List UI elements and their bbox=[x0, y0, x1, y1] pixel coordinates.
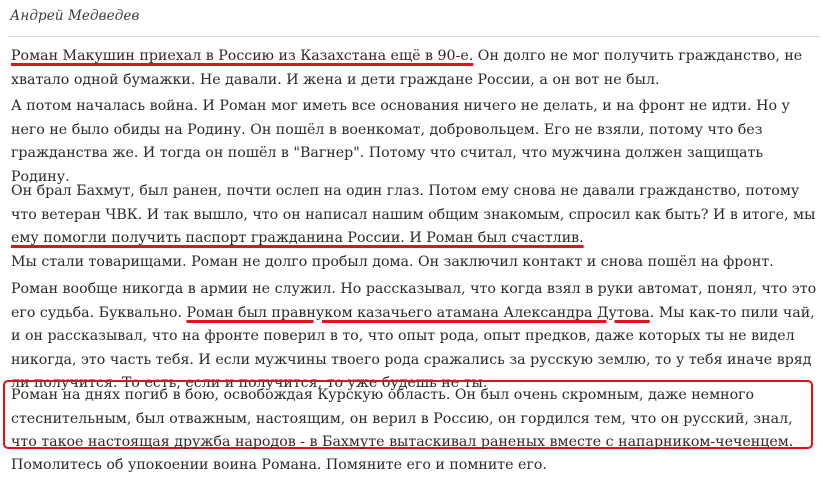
paragraph-line: Родину. bbox=[11, 168, 70, 185]
paragraph-line: Роман на днях погиб в бою, освобождая Курскую область. Он был очень скромным, даже немного bbox=[11, 387, 755, 403]
paragraph-line: ли получится. То есть, если и получится, то уже будешь не ты. bbox=[11, 375, 488, 391]
paragraph-1 bbox=[11, 45, 811, 92]
paragraph-line: и он рассказывал, что на фронте поверил в то, что опыт рода, опыт предков, даже которых ты не видел bbox=[11, 328, 795, 344]
paragraph-5 bbox=[11, 278, 817, 396]
paragraph-3 bbox=[11, 180, 816, 251]
paragraph-line: Роман вообще никогда в армии не служил. Но рассказывал, что когда взял в руки автомат, понял, что это bbox=[11, 281, 817, 297]
paragraph-4 bbox=[11, 251, 811, 275]
paragraph-line: что ветеран ЧВК. И так вышло, что он написал нашим общим знакомым, спросил как быть? И в итоге, мы bbox=[11, 206, 816, 223]
paragraph-line: него не было обиды на Родину. Он пошёл в военкомат, добровольцем. Его не взяли, потому что без bbox=[11, 121, 763, 138]
author-byline: Андрей Медведев bbox=[10, 8, 140, 24]
paragraph-line: А потом началась война. И Роман мог иметь все основания ничего не делать, и на фронт не идти. Но у bbox=[11, 98, 790, 114]
divider bbox=[8, 36, 820, 37]
paragraph-line: гражданства же. И тогда он пошёл в "Вагнер". Потому что считал, что мужчина должен защищать bbox=[11, 145, 764, 161]
text-fragment: . Мы как-то пили чай, bbox=[649, 304, 815, 321]
underlined-highlight: Роман Макушин приехал в Россию из Казахстана ещё в 90-е. bbox=[11, 48, 474, 64]
paragraph-6 bbox=[11, 384, 811, 455]
paragraph-line: что такое настоящая дружба народов - в Бахмуте вытаскивал раненых вместе с напарником-чеченцем. bbox=[11, 434, 794, 450]
paragraph-line bbox=[11, 302, 815, 326]
paragraph-line: Мы стали товарищами. Роман не долго пробыл дома. Он заключил контакт и снова пошёл на фронт. bbox=[11, 254, 774, 270]
underlined-highlight: Роман был правнуком казачьего атамана Александра Дутова bbox=[186, 304, 650, 321]
paragraph-line bbox=[11, 45, 811, 69]
paragraph-2 bbox=[11, 95, 811, 189]
paragraph-line: Он брал Бахмут, был ранен, почти ослеп на один глаз. Потом ему снова не давали гражданство, потому bbox=[11, 183, 800, 199]
text-fragment: Он долго не мог получить гражданство, не bbox=[473, 48, 803, 64]
paragraph-line bbox=[11, 227, 811, 251]
paragraph-line: Помолитесь об упокоении воина Романа. Помяните его и помните его. bbox=[11, 457, 547, 473]
paragraph-7 bbox=[11, 454, 811, 478]
paragraph-line: стеснительным, был отважным, настоящим, он верил в Россию, он гордился тем, что он русский, знал, bbox=[11, 410, 793, 427]
underlined-highlight: ему помогли получить паспорт гражданина России. И Роман был счастлив. bbox=[11, 230, 584, 246]
paragraph-line: хватало одной бумажки. Не давали. И жена и дети граждане России, а он вот не был. bbox=[11, 71, 660, 88]
paragraph-line: никогда, это часть тебя. И если мужчины твоего рода сражались за русскую землю, то у тебя иначе вряд bbox=[11, 351, 812, 368]
text-fragment: его судьба. Буквально. bbox=[11, 304, 187, 321]
